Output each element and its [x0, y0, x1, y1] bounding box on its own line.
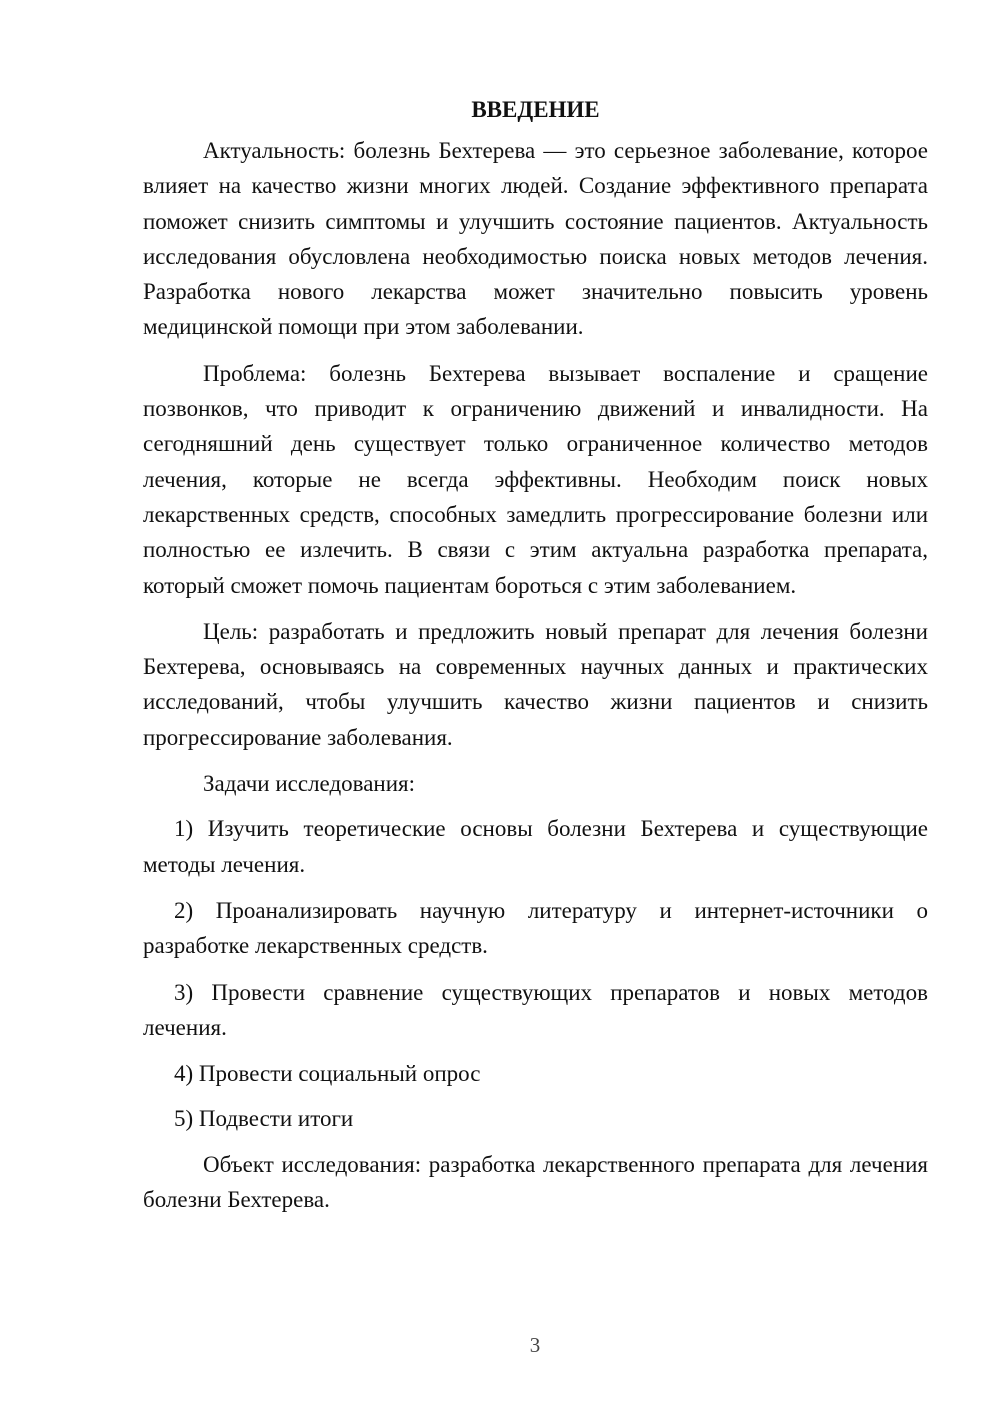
tasks-list: [143, 811, 928, 1136]
object-paragraph: Объект исследования: разработка лекарственного препарата для лечения болезни Бехтерева.: [143, 1151, 928, 1213]
task-item: 3) Провести сравнение существующих препаратов и новых методов лечения.: [143, 979, 928, 1040]
page-content: [143, 92, 928, 1228]
task-item: 1) Изучить теоретические основы болезни Бехтерева и существующие методы лечения.: [143, 816, 928, 877]
task-item: 4) Провести социальный опрос: [174, 1061, 481, 1087]
section-title: ВВЕДЕНИЕ: [471, 97, 600, 122]
relevance-paragraph: Актуальность: болезнь Бехтерева — это серьезное заболевание, которое влияет на качество жизни многих людей. Создание эффективного препарата поможет снизить симптомы и улучшить состояние пациентов. Актуальность исследования обусловлена необходимостью поиска новых методов лечения. Разработка нового лекарства может значительно повысить уровень медицинской помощи при этом заболевании.: [143, 138, 928, 340]
tasks-heading: Задачи исследования:: [203, 771, 416, 797]
goal-paragraph: Цель: разработать и предложить новый препарат для лечения болезни Бехтерева, основываясь на современных научных данных и практических исследований, чтобы улучшить качество жизни пациентов и снизить прогрессирование заболевания.: [143, 618, 928, 750]
task-item: 2) Проанализировать научную литературу и интернет-источники о разработке лекарственных средств.: [143, 897, 928, 959]
problem-paragraph: Проблема: болезнь Бехтерева вызывает воспаление и сращение позвонков, что приводит к ограничению движений и инвалидности. На сегодняшний день существует только ограниченное количество методов лечения, которые не всегда эффективны. Необходим поиск новых лекарственных средств, способных замедлить прогрессирование болезни или полностью ее излечить. В связи с этим актуальна разработка препарата, который сможет помочь пациентам бороться с этим заболеванием.: [143, 360, 928, 598]
page-number: 3: [529, 1333, 541, 1357]
task-item: 5) Подвести итоги: [174, 1106, 354, 1132]
